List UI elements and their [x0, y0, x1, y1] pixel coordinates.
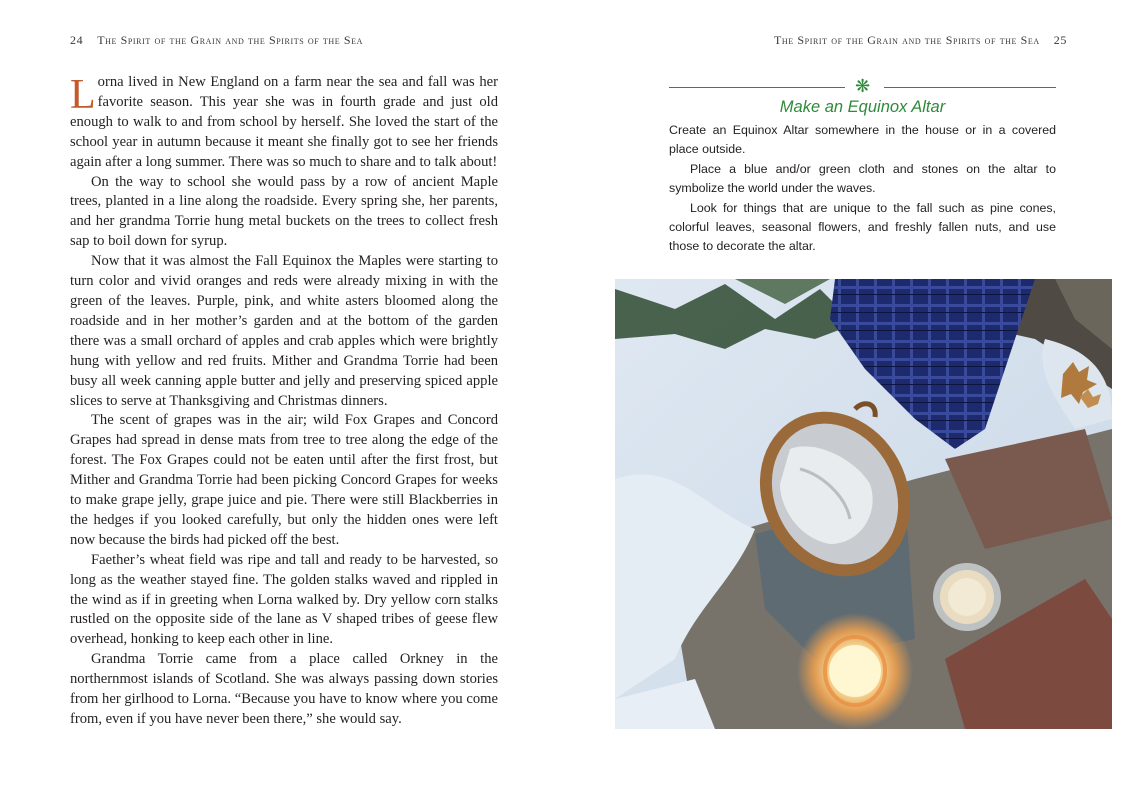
sidebar-title: Make an Equinox Altar [779, 98, 946, 116]
right-page-number: 25 [1053, 33, 1067, 47]
right-page [568, 0, 1136, 799]
rule-line-right [884, 87, 1056, 88]
rule-line-left [669, 87, 845, 88]
right-running-title: The Spirit of the Grain and the Spirits of the Sea [774, 33, 1040, 47]
story-paragraph: On the way to school she would pass by a row of ancient Maple trees, planted in a line along the roadside. Every spring she, her parents, and her grandma Torrie hung metal buckets on the trees to collect fresh sap to boil down for syrup. [70, 173, 498, 250]
altar-photo [615, 279, 1112, 729]
equinox-altar-sidebar [669, 77, 1056, 257]
story-paragraph: The scent of grapes was in the air; wild Fox Grapes and Concord Grapes had spread in dense mats from tree to tree along the edge of the forest. The Fox Grapes could not be eaten until after the first frost, but Mither and Grandma Torrie had been picking Concord Grapes for weeks to make grape jelly, grape juice and pie. There were still Blackberries in the hedges if you looked carefully, but only the hidden ones were left now because the birds had picked off the best. [70, 412, 498, 548]
celtic-knot-icon: ❋ [854, 76, 871, 97]
sidebar-paragraph: Look for things that are unique to the fall such as pine cones, colorful leaves, seasonal flowers, and freshly fallen nuts, and use those to decorate the altar. [669, 200, 1056, 254]
story-paragraph: Grandma Torrie came from a place called Orkney in the northernmost islands of Scotland. She was always passing down stories from her girlhood to Lorna. “Because you have to know where you come from, even if you have never been there,” she would say. [70, 651, 498, 727]
story-paragraph: Faether’s wheat field was ripe and tall and ready to be harvested, so long as the weather stayed fine. The golden stalks waved and rippled in the wind as if in greeting when Lorna walked by. Dry yellow corn stalks rustled on the opposite side of the lane as V shaped tribes of geese flew overhead, honking to keep each other in line. [70, 551, 498, 648]
left-page-number: 24 [70, 33, 84, 47]
story-paragraph-text: orna lived in New England on a farm near the sea and fall was her favorite season. This year she was in fourth grade and just old enough to walk to and from school by herself. She loved the start of the school year in autumn because it meant she finally got to see her friends again after a long summer. There was so much to share and to talk about! [70, 74, 498, 170]
right-running-head [774, 33, 1067, 48]
ornament-rule [669, 77, 1056, 97]
left-running-title: The Spirit of the Grain and the Spirits of the Sea [97, 33, 363, 47]
left-running-head [70, 33, 363, 48]
sidebar-paragraph: Create an Equinox Altar somewhere in the house or in a covered place outside. [669, 123, 1056, 157]
sidebar-paragraph: Place a blue and/or green cloth and stones on the altar to symbolize the world under the waves. [669, 161, 1056, 196]
story-paragraph [70, 73, 498, 173]
story-text [70, 73, 498, 730]
drop-cap: L [70, 72, 96, 118]
story-paragraph: Now that it was almost the Fall Equinox the Maples were starting to turn color and vivid oranges and reds were already mixing in with the green of the leaves. Purple, pink, and white asters bloomed along the roadside and in her mother’s garden and at the bottom of the garden there was a small orchard of apples and crab apples which were brightly hung with yellow and red fruits. Mither and Grandma Torrie had been busy all week canning apple butter and jelly and preserving spiced apple slices to serve at Thanksgiving and Christmas dinners. [70, 253, 498, 409]
